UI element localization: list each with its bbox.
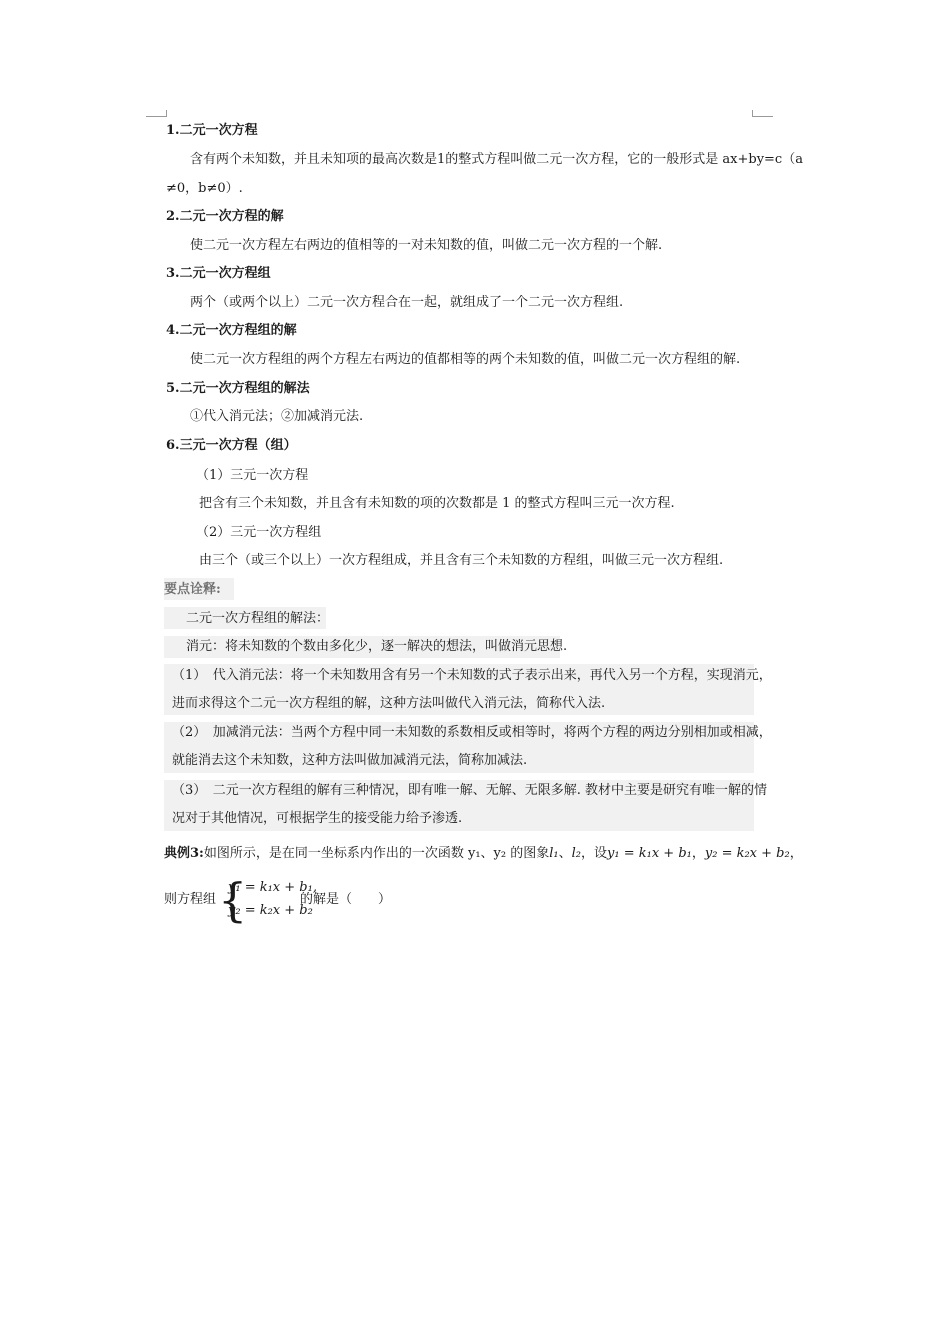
paragraph-3: 两个（或两个以上）二元一次方程合在一起，就组成了一个二元一次方程组. (190, 295, 624, 310)
subheading-6-1: （1）三元一次方程 (196, 468, 309, 483)
subheading-6-2: （2）三元一次方程组 (196, 525, 322, 540)
heading-3: 3.二元一次方程组 (166, 266, 271, 281)
tips-item2-a: （2） 加减消元法：当两个方程中同一未知数的系数相反或相等时，将两个方程的两边分别相加或相减， (172, 725, 772, 740)
tips-line2: 消元：将未知数的个数由多化少，逐一解决的想法，叫做消元思想. (186, 639, 568, 654)
heading-2: 2.二元一次方程的解 (166, 209, 284, 224)
example-text-b: ，设 (581, 846, 608, 861)
crop-mark-top-right (752, 110, 773, 117)
example-line-1 (164, 845, 803, 863)
example-l1: l₁ (549, 846, 559, 861)
system-equation-1: y₁ = k₁x + b₁, (228, 880, 317, 895)
question-suffix: 的解是（ ） (300, 892, 392, 907)
tips-item1-b: 进而求得这个二元一次方程组的解，这种方法叫做代入消元法，简称代入法. (172, 696, 606, 711)
paragraph-6-1: 把含有三个未知数，并且含有未知数的项的次数都是 1 的整式方程叫三元一次方程. (199, 496, 675, 511)
heading-4: 4.二元一次方程组的解 (166, 323, 297, 338)
example-text-a: 如图所示，是在同一坐标系内作出的一次函数 y₁、y₂ 的图象 (203, 846, 550, 861)
example-label: 典例3: (164, 846, 204, 861)
paragraph-5: ①代入消元法；②加减消元法. (190, 409, 364, 424)
tips-title: 要点诠释: (164, 582, 221, 597)
tips-item1-a: （1） 代入消元法：将一个未知数用含有另一个未知数的式子表示出来，再代入另一个方程，实现消元， (172, 668, 772, 683)
tips-item3-a: （3） 二元一次方程组的解有三种情况，即有唯一解、无解、无限多解. 教材中主要是研究有唯一解的情 (172, 783, 768, 798)
example-l2: l₂ (571, 846, 582, 861)
question-prefix: 则方程组 (164, 892, 217, 907)
left-brace: { (218, 873, 248, 927)
heading-6: 6.三元一次方程（组） (166, 438, 297, 453)
example-eq-b: y₂ = k₂x + b₂ (704, 846, 790, 861)
paragraph-1a: 含有两个未知数，并且未知项的最高次数是1的整式方程叫做二元一次方程，它的一般形式是 ax+by=c（a (190, 152, 803, 167)
paragraph-6-2: 由三个（或三个以上）一次方程组成，并且含有三个未知数的方程组，叫做三元一次方程组. (199, 553, 724, 568)
paragraph-1b: ≠0，b≠0）. (166, 181, 243, 196)
example-comma: ， (691, 846, 705, 861)
paragraph-4: 使二元一次方程组的两个方程左右两边的值都相等的两个未知数的值，叫做二元一次方程组的解. (190, 352, 741, 367)
example-eq-a: y₁ = k₁x + b₁ (607, 846, 692, 861)
tips-item2-b: 就能消去这个未知数，这种方法叫做加减消元法，简称加减法. (172, 753, 528, 768)
paragraph-2: 使二元一次方程左右两边的值相等的一对未知数的值，叫做二元一次方程的一个解. (190, 238, 663, 253)
crop-mark-top-left (146, 110, 167, 117)
tips-line1: 二元一次方程组的解法： (186, 611, 330, 626)
heading-5: 5.二元一次方程组的解法 (166, 381, 310, 396)
example-end: ， (789, 846, 803, 861)
example-sep: 、 (558, 846, 572, 861)
heading-1: 1.二元一次方程 (166, 123, 258, 138)
tips-item3-b: 况对于其他情况，可根据学生的接受能力给予渗透. (172, 811, 463, 826)
system-equation-2: y₂ = k₂x + b₂ (228, 903, 313, 918)
